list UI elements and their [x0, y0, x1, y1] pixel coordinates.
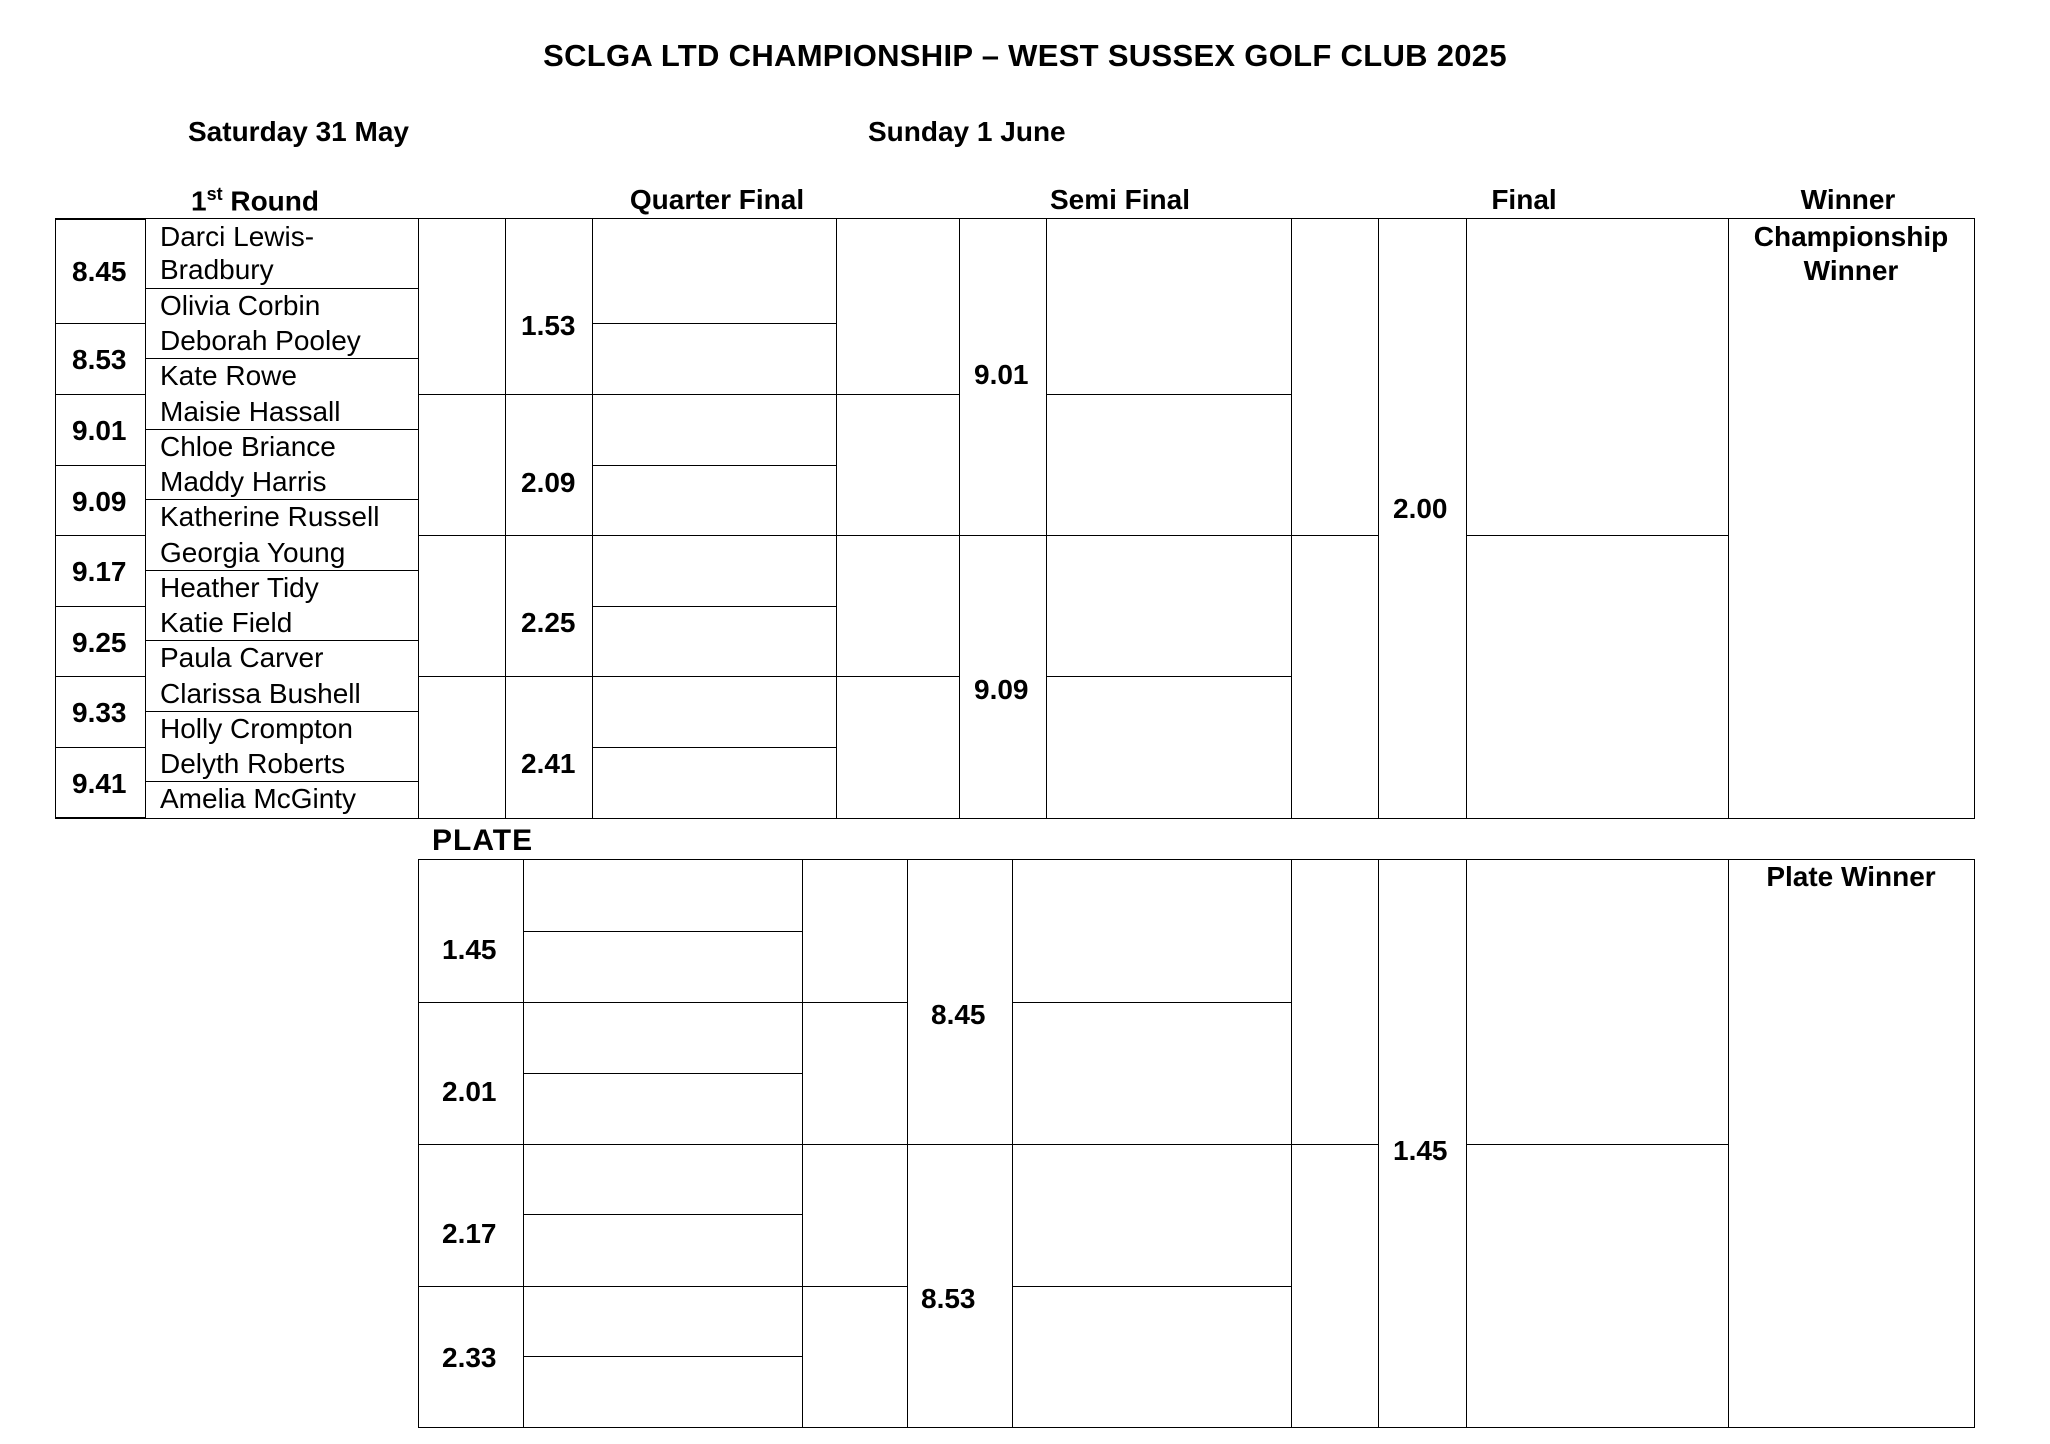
quarter-final-time: 2.09	[521, 467, 576, 498]
bracket-line	[1291, 1144, 1379, 1145]
column-header-final: Final	[1491, 184, 1557, 215]
bracket-line	[802, 1144, 908, 1145]
plate-slot	[523, 1073, 803, 1074]
round1-time: 9.01	[72, 415, 127, 446]
plate-semi-slot	[1012, 1144, 1292, 1145]
column-header-quarter-final: Quarter Final	[629, 184, 805, 215]
round1-time: 8.53	[72, 344, 127, 375]
quarter-final-time: 1.53	[521, 310, 576, 341]
plate-semi-time: 8.53	[921, 1283, 976, 1314]
round1-time: 9.09	[72, 486, 127, 517]
player-name: Deborah Pooley	[160, 325, 361, 356]
bracket-divider	[1728, 859, 1729, 1428]
player-name: Delyth Roberts	[160, 748, 346, 779]
round1-time: 9.25	[72, 627, 127, 658]
player-name: Katie Field	[160, 607, 293, 638]
page-title: SCLGA LTD CHAMPIONSHIP – WEST SUSSEX GOLF CLUB 2025	[543, 38, 1507, 73]
day-sunday: Sunday 1 June	[868, 116, 1066, 147]
player-name: Amelia McGinty	[160, 783, 357, 814]
column-header-winner: Winner	[1800, 184, 1896, 215]
player-name: Heather Tidy	[160, 572, 319, 603]
round1-time: 9.41	[72, 768, 127, 799]
championship-frame	[55, 218, 1975, 819]
plate-time: 2.33	[442, 1342, 497, 1373]
player-name: Darci Lewis-Bradbury	[160, 221, 315, 285]
day-saturday: Saturday 31 May	[188, 116, 409, 147]
plate-heading: PLATE	[432, 824, 534, 857]
column-header-first-round: 1st Round	[190, 184, 319, 217]
plate-time: 2.01	[442, 1076, 497, 1107]
bracket-line	[907, 1144, 1013, 1145]
bracket-line	[418, 1002, 524, 1003]
plate-final-time: 1.45	[1393, 1135, 1448, 1166]
round1-time: 9.33	[72, 697, 127, 728]
column-header-semi-final: Semi Final	[1049, 184, 1191, 215]
plate-slot	[523, 1002, 803, 1003]
plate-winner-label: Plate Winner	[1766, 861, 1936, 892]
player-name: Maisie Hassall	[160, 396, 341, 427]
round1-time: 8.45	[72, 256, 127, 287]
player-name: Maddy Harris	[160, 466, 327, 497]
semi-final-time: 9.09	[974, 674, 1029, 705]
player-name: Paula Carver	[160, 642, 324, 673]
plate-time: 2.17	[442, 1218, 497, 1249]
championship-winner-label: Championship Winner	[1753, 221, 1949, 286]
quarter-final-time: 2.41	[521, 748, 576, 779]
final-time: 2.00	[1393, 493, 1448, 524]
player-name: Olivia Corbin	[160, 290, 321, 321]
bracket-line	[802, 1002, 908, 1003]
plate-slot	[523, 931, 803, 932]
plate-slot	[523, 1214, 803, 1215]
bracket-line	[802, 1286, 908, 1287]
player-name: Kate Rowe	[160, 360, 297, 391]
player-name: Katherine Russell	[160, 501, 380, 532]
player-name: Clarissa Bushell	[160, 678, 361, 709]
plate-time: 1.45	[442, 934, 497, 965]
player-name: Chloe Briance	[160, 431, 336, 462]
plate-slot	[523, 1144, 803, 1145]
semi-final-time: 9.01	[974, 359, 1029, 390]
bracket-line	[418, 1286, 524, 1287]
plate-semi-time: 8.45	[931, 999, 986, 1030]
plate-slot	[523, 1356, 803, 1357]
quarter-final-time: 2.25	[521, 607, 576, 638]
plate-semi-slot	[1012, 1002, 1292, 1003]
round1-time: 9.17	[72, 556, 127, 587]
plate-final-slot	[1466, 1144, 1729, 1145]
player-name: Holly Crompton	[160, 713, 353, 744]
player-name: Georgia Young	[160, 537, 346, 568]
plate-slot	[523, 1286, 803, 1287]
plate-semi-slot	[1012, 1286, 1292, 1287]
bracket-line	[418, 1144, 524, 1145]
